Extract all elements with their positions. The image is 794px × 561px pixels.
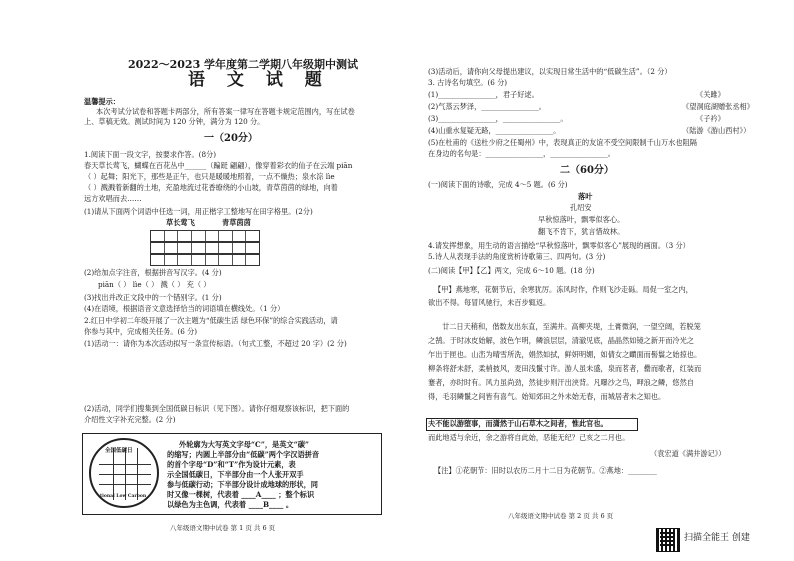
q5: 5.诗人从表现手法的角度赏析诗歌第三、四两句。(3 分) (428, 252, 606, 261)
q1-3: (3)找出并改正文段中的一个错别字。(1 分) (84, 293, 222, 302)
q2-intro: 2.红日中学初二年级开展了一次主题为“低碳生活 绿色环保”的综合实践活动，请 (84, 316, 338, 325)
jia-line-2: 欲出不得。每冒风驰行，未百步辄返。 (428, 298, 551, 307)
jia-p2-5: 蹇者，亦时时有。风力虽尚劲，然徒步则汗出浃背。凡曝沙之鸟，呷浪之鳞，悠然自 (428, 378, 694, 387)
poem-line-5: (5)在杜甫的《送杜少府之任蜀州》中，表现真正的友谊不受空间限制千山万水也阻隔 (428, 138, 697, 147)
passage-line-2: （ ）起舞；阳光下，那些是正午，也只是暖暖地照着，一点不燥热；泉水淙 lìe (84, 172, 335, 181)
poem-line-6: 在身边的名句是：________________，________________。 (428, 149, 615, 158)
logo-desc-3: 的首个字母“D”和“T”作为设计元素，表 (167, 460, 296, 469)
logo-en-text: National Low Carbon Day (93, 494, 147, 504)
poem-body-2: 翻飞不肯下，犹言惜故林。 (538, 227, 625, 236)
jia-p3-1: 而此地适与余近，余之游将自此始，恶能无纪？己亥之二月也。 (428, 433, 630, 442)
exam-title: 2022～2023 学年度第二学期八年级期中测试 (128, 58, 359, 71)
jia-p2-1: 廿二日天稍和，偕数友出东直，至满井。高柳夹堤，土膏微润，一望空阔，若脱笼 (442, 322, 701, 331)
low-carbon-logo-icon (89, 438, 159, 508)
logo-desc-4: 示全国低碳日，下半部分由一个人张开双手 (167, 470, 304, 479)
poem-line-3: (3)________________，________________。 (428, 114, 568, 123)
poem-source-2: 《望洞庭湖赠张丞相》 (682, 102, 754, 111)
jia-p2-3: 乍出于匣也。山峦为晴雪所洗，娟然如拭，鲜妍明媚，如倩女之靧面而髻鬟之始掠也。 (428, 350, 702, 359)
logo-desc-7: 以绿色为主色调，代表着 ____B____ 。 (167, 500, 294, 509)
logo-desc-1: 外轮廓为大写英文字母“C”，是英文“碳” (179, 440, 310, 449)
logo-ring-text: 全国低碳日 (105, 448, 133, 454)
q1-2: (2)给加点字注音，根据拼音写汉字。(4 分) (84, 268, 222, 277)
sub1: (一)阅读下面的诗歌，完成 4～5 题。(6 分) (428, 180, 568, 189)
q4: 4.请发挥想象，用生动的语言描绘“早秋惊落叶，飘零似客心”展现的画面。（3 分） (428, 241, 690, 250)
logo-desc-6: 时又像一棵树，代表着 ____A____ ；整个标识 (167, 490, 315, 499)
q2-2: (2)活动，同学们搜集到全国低碳日标识（见下图）。请你仔细观察该标识，把下面的 (84, 404, 350, 413)
q2-3: (3)活动后，请你向父母提出建议，以实现日常生活中的“低碳生活”。（2 分） (428, 67, 672, 76)
sub2: (二)阅读【甲】【乙】两文，完成 6～10 题。(18 分) (428, 266, 595, 275)
q1-word-1: 草长莺飞 (166, 218, 195, 227)
jia-p2-4: 柳条将舒未舒，柔梢披风，麦田浅鬣寸许。游人虽未盛，泉而茗者，罍而歌者，红装而 (428, 364, 702, 373)
poem-source-3: 《子衿》 (696, 114, 725, 123)
poem-line-4: (4)山重水复疑无路，________________。 (428, 126, 561, 135)
part2-heading: 二（60分） (560, 165, 614, 176)
jia-p2-6: 得，毛羽鳞鬣之间皆有喜气。始知郊田之外未始无春，而城居者未之知也。 (428, 392, 666, 401)
passage-line-4: 远方欢唱而去…… (84, 194, 142, 203)
q1-word-2: 青草茵茵 (222, 218, 251, 227)
part1-heading: 一（20分） (204, 133, 258, 144)
logo-desc-2: 的缩写；内圆上半部分由“低碳”两个字汉语拼音 (167, 450, 320, 459)
notice-title: 温馨提示： (84, 97, 120, 106)
passage-line-1: 春天草长莺飞，蝴蝶在百花丛中______（蹁跹 翩翩），像穿着彩衣的仙子在云端 piān (84, 161, 353, 170)
right-footer: 八年级语文期中试卷 第 2 页 共 6 页 (508, 512, 614, 520)
q3-intro: 3. 古诗名句填空。(6 分) (428, 78, 508, 87)
poem-author: 孔绍安 (570, 203, 592, 212)
poem-title: 落叶 (578, 192, 593, 201)
left-footer: 八年级语文期中试卷 第 1 页 共 6 页 (170, 524, 276, 532)
jia-source: （袁宏道《满井游记》） (650, 449, 726, 458)
tianzi-grid[interactable] (150, 230, 260, 270)
q2-2b: 介绍性文字补充完整。(2 分) (84, 415, 176, 424)
note: 【注】①花朝节：旧时以农历二月十二日为花朝节。②燕地：________ (434, 466, 657, 475)
q1-4: (4)在语境，根据语音文意选择恰当的词语填在横线处。（1 分） (84, 304, 285, 313)
q1-1: (1)请从下面两个词语中任选一词，用正楷字工整地写在田字格里。(2分) (84, 207, 313, 216)
subject-title: 语 文 试 题 (188, 70, 330, 90)
jia-p2-2: 之鹄。于时冰皮始解，波色乍明，鳞浪层层，清澈见底，晶晶然如镜之新开而冷光之 (428, 336, 694, 345)
notice-line-2: 上、草稿无效。测试时间为 120 分钟，满分为 120 分。 (84, 117, 265, 126)
poem-line-2: (2)气蒸云梦泽，________________。 (428, 102, 546, 111)
low-carbon-logo-box (82, 433, 382, 515)
logo-desc-5: 参与低碳行动；下半部分设计成地球的形状，同 (167, 480, 318, 489)
qr-code-pattern (660, 532, 674, 546)
q2-1: (1)活动一：请你为本次活动拟写一条宣传标语。（句式工整，不超过 20 字）(2 分) (84, 339, 347, 348)
poem-line-1: (1)________________，君子好逑。 (428, 90, 539, 99)
q1-2-pinyin: piān（ ） lìe（ ） 溅（ ） 充（ ） (98, 280, 211, 289)
notice-line-1: 本次考试分试卷和答题卡两部分，所有答案一律写在答题卡规定范围内，写在试卷 (96, 107, 355, 116)
q1-intro: 1.阅读下面一段文字，按要求作答。(8分) (84, 150, 217, 159)
q2-intro-2: 你参与其中，完成相关任务。(6 分) (84, 327, 198, 336)
poem-body-1: 早秋惊落叶，飘零似客心。 (538, 215, 625, 224)
jia-line-1: 【甲】燕地寒，花朝节后，余寒犹厉。冻风时作，作则飞沙走砾。局促一室之内， (434, 285, 693, 294)
boxed-sentence: 夫不能以游堕事，而潇然于山石草木之间者，惟此官也。 (428, 419, 608, 428)
poem-source-1: 《关雎》 (696, 90, 725, 99)
watermark-text: 扫描全能王 创建 (684, 533, 750, 543)
right-page (420, 0, 794, 561)
passage-line-3: （ ）溅溅着新翻的土地，充盈地流过花香缭绕的小山坡，青草茵茵的绿地，向着 (84, 183, 338, 192)
poem-source-4: （陆游《游山西村》） (682, 126, 751, 135)
